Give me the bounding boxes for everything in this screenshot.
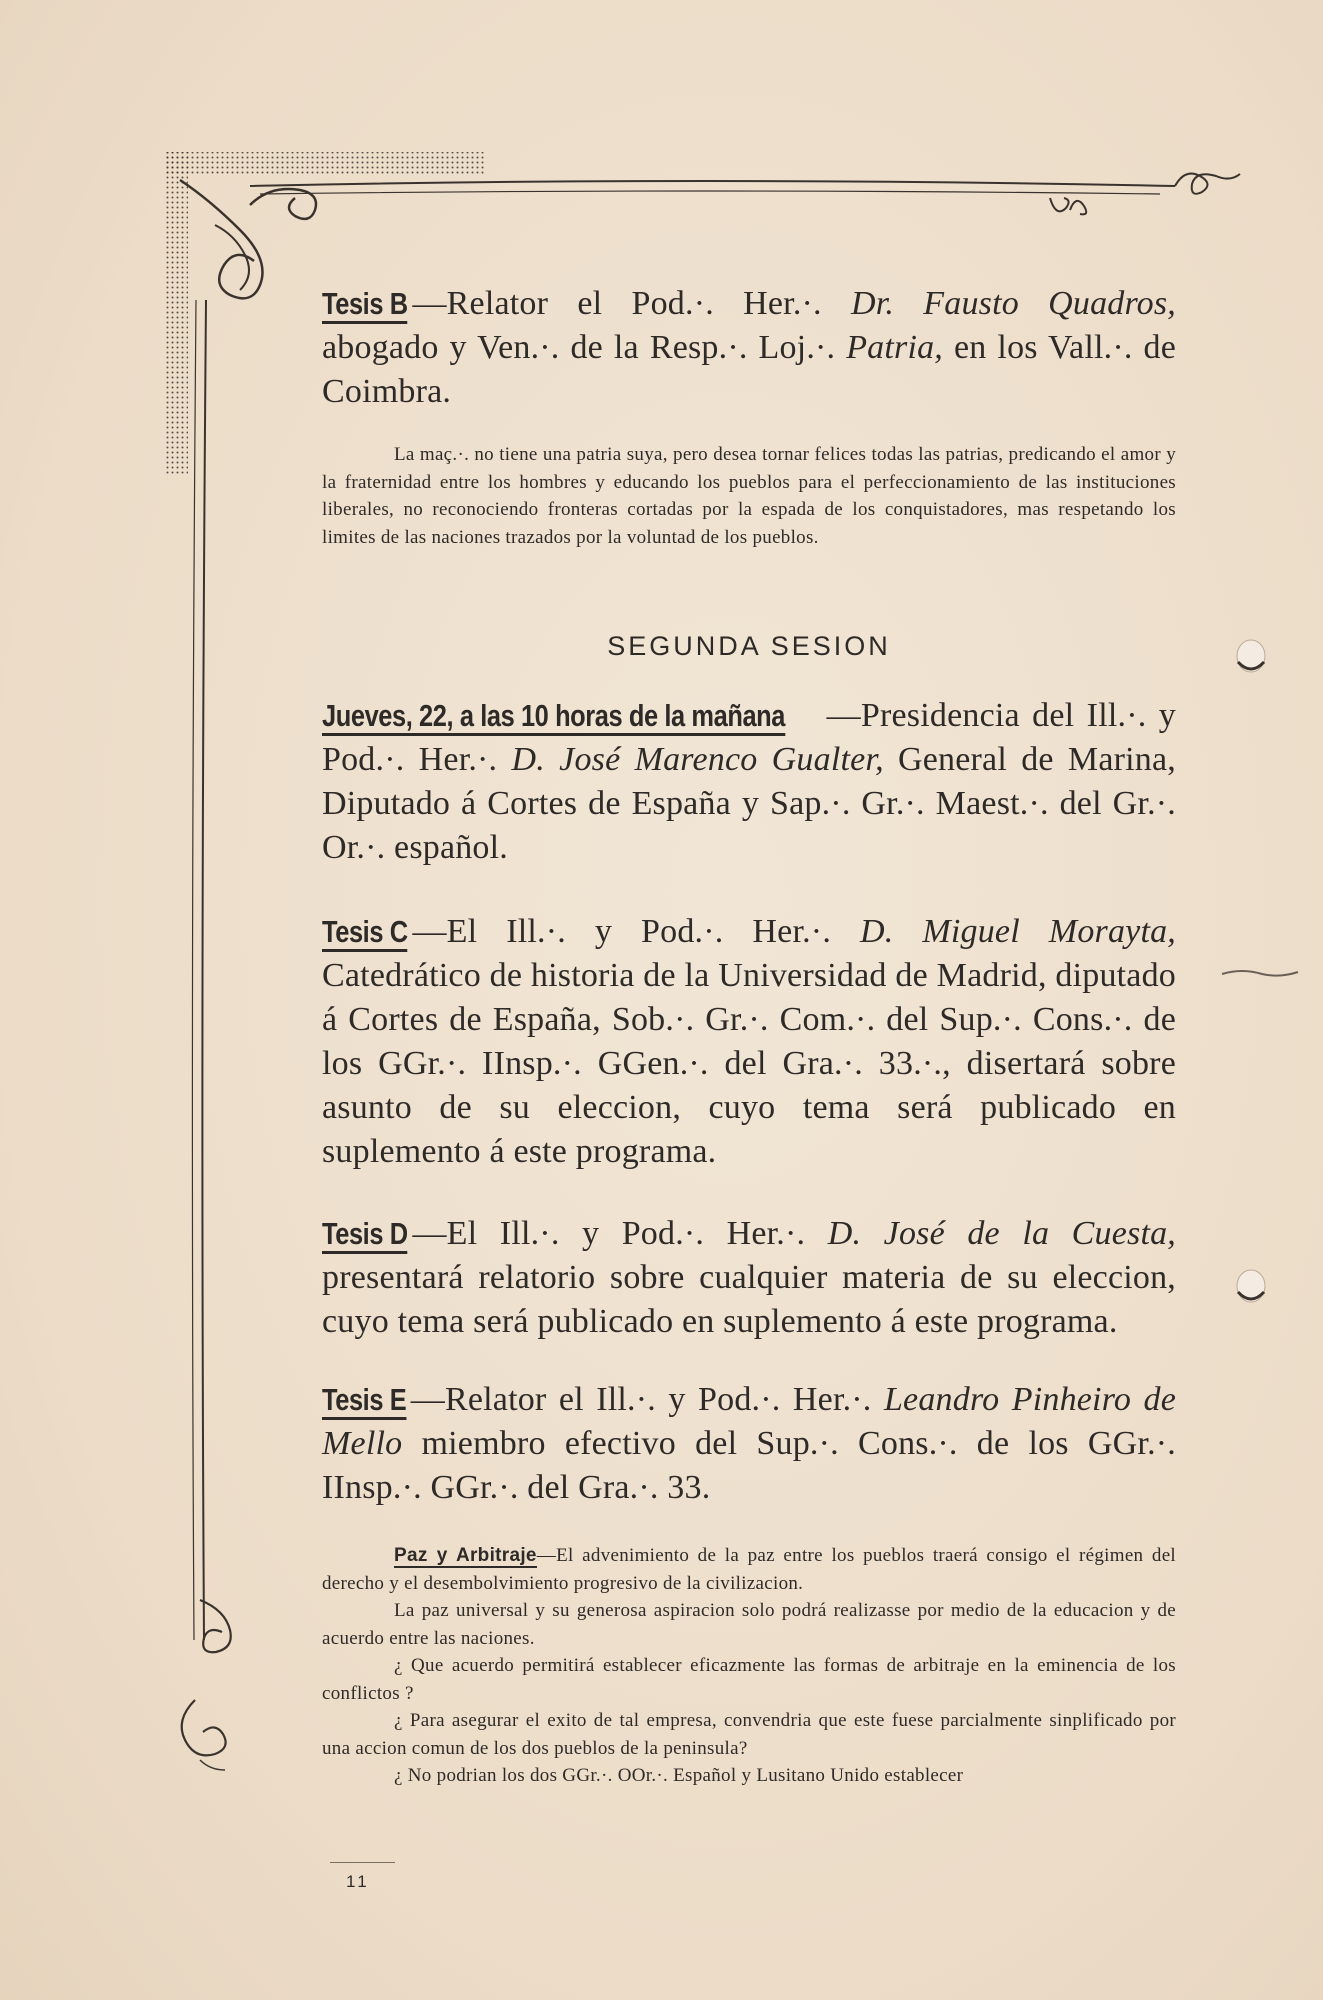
tesis-e-label: Tesis E — [322, 1383, 406, 1420]
binding-hole-icon — [1232, 1266, 1270, 1310]
tesis-b-text-block — [322, 441, 1176, 551]
jueves-block — [322, 694, 1176, 870]
tesis-d-label: Tesis D — [322, 1217, 408, 1254]
tesis-c-block — [322, 910, 1176, 1174]
paz-paragraph-2: La paz universal y su generosa aspiracion solo podrá realizasse por medio de la educacion y de acuerdo entre las naciones. — [322, 1600, 1176, 1649]
tesis-c-paragraph: Tesis C —El Ill.·. y Pod.·. Her.·. D. Miguel Morayta, Catedrático de historia de la Universidad de Madrid, diputado á Cortes de España, Sob.·. Gr.·. Com.·. del Sup.·. Cons.·. de los GGr.·. IInsp.·. GGen.·. del Gra.·. 33.·., disertará sobre asunto de su eleccion, cuyo tema será publicado en suplemento á este programa. — [322, 913, 1176, 1170]
jueves-paragraph: Jueves, 22, a las 10 horas de la mañana —Presidencia del Ill.·. y Pod.·. Her.·. D. José Marenco Gualter, General de Marina, Diputado á Cortes de España y Sap.·. Gr.·. Maest.·. del Gr.·. Or.·. español. — [322, 697, 1176, 866]
tesis-b-lodge: Patria, — [846, 329, 943, 366]
paz-paragraph-5: ¿ No podrian los dos GGr.·. OOr.·. Español y Lusitano Unido establecer — [394, 1765, 964, 1786]
tesis-c-speaker: D. Miguel Morayta, — [859, 913, 1176, 950]
tesis-b-text: La maç.·. no tiene una patria suya, pero desea tornar felices todas las patrias, predicando el amor y la fraternidad entre los hombres y educando los pueblos para el perfeccionamiento de las instituciones liberales, no reconociendo fronteras cortadas por la espada de los conquistadores, mas respetando los limites de las naciones trazados por la voluntad de los pueblos. — [322, 444, 1176, 548]
paz-label: Paz y Arbitraje — [394, 1545, 537, 1566]
tesis-d-paragraph: Tesis D —El Ill.·. y Pod.·. Her.·. D. José de la Cuesta, presentará relatorio sobre cualquier materia de su eleccion, cuyo tema será publicado en suplemento á este programa. — [322, 1215, 1177, 1340]
binding-thread-icon — [1220, 964, 1300, 984]
tesis-e-paragraph: Tesis E —Relator el Ill.·. y Pod.·. Her.·. Leandro Pinheiro de Mello miembro efectivo del Sup.·. Cons.·. de los GGr.·. IInsp.·. GGr.·. del Gra.·. 33. — [322, 1381, 1176, 1506]
tesis-b-label: Tesis B — [322, 287, 408, 324]
section-heading: SEGUNDA SESION — [607, 631, 891, 661]
tesis-e-block — [322, 1378, 1176, 1510]
tesis-d-speaker: D. José de la Cuesta, — [827, 1215, 1177, 1252]
footer-rule — [330, 1862, 395, 1863]
binding-hole-icon — [1232, 636, 1270, 680]
tesis-e-speaker: Leandro Pinheiro de Mello — [322, 1381, 1176, 1462]
tesis-b-block — [322, 282, 1176, 414]
paz-paragraph-3: ¿ Que acuerdo permitirá establecer eficazmente las formas de arbitraje en la eminencia de los conflictos ? — [322, 1655, 1176, 1704]
jueves-president: D. José Marenco Gualter, — [511, 741, 884, 778]
tesis-b-speaker: Dr. Fausto Quadros, — [850, 285, 1176, 322]
paz-block — [322, 1542, 1176, 1790]
tesis-b-paragraph: Tesis B —Relator el Pod.·. Her.·. Dr. Fausto Quadros, abogado y Ven.·. de la Resp.·. Loj.·. Patria, en los Vall.·. de Coimbra. — [322, 285, 1176, 410]
tesis-d-block — [322, 1212, 1176, 1344]
paz-paragraph-4: ¿ Para asegurar el exito de tal empresa, convendria que este fuese parcialmente sinplificado por una accion comun de los dos pueblos de la peninsula? — [322, 1710, 1176, 1759]
page-number: 11 — [346, 1872, 370, 1891]
paz-lead: Paz y Arbitraje—El advenimiento de la paz entre los pueblos traerá consigo el régimen del derecho y el desembolvimiento progresivo de la civilizacion. — [322, 1545, 1177, 1594]
tesis-c-label: Tesis C — [322, 915, 408, 952]
jueves-label: Jueves, 22, a las 10 horas de la mañana — [322, 699, 785, 736]
